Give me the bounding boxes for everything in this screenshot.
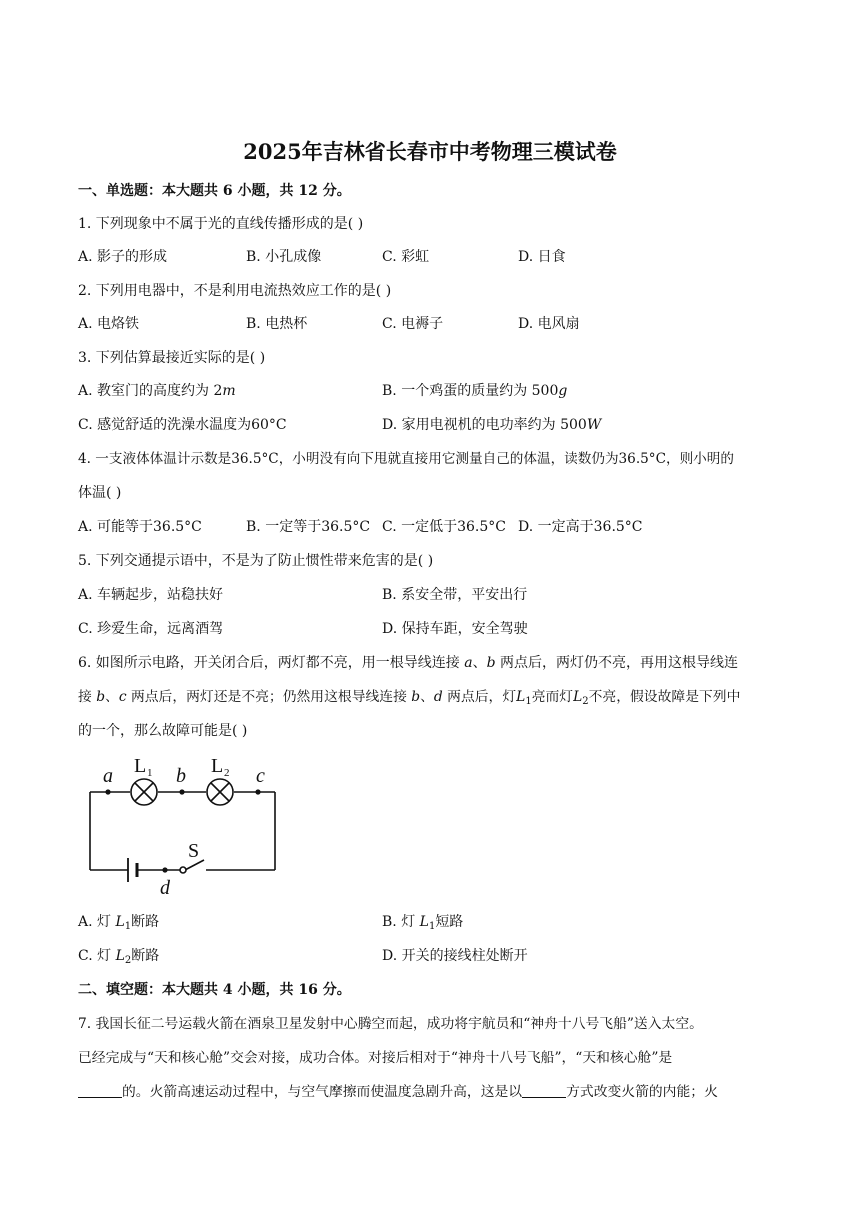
section-heading-fill-blank: 二、填空题：本大题共 4 小题，共 16 分。 <box>78 982 351 998</box>
lamp-l2-sub: 2 <box>224 767 230 779</box>
question-6-stem-line2: 接 b、c 两点后，两灯还是不亮；仍然用这根导线连接 b、d 两点后，灯$L_1$亮而灯$L_2$不亮，假设故障是下列中 <box>78 689 741 707</box>
q3-option-d: D. 家用电视机的电功率约为 500W <box>382 417 602 433</box>
q5-option-b: B. 系安全带，平安出行 <box>382 587 528 603</box>
q5-option-a: A. 车辆起步，站稳扶好 <box>78 587 224 603</box>
lamp-l1-sub: 1 <box>147 767 153 779</box>
q2-option-a: A. 电烙铁 <box>78 316 140 332</box>
question-7-line3: 的。火箭高速运动过程中，与空气摩擦而使温度急剧升高，这是以 方式改变火箭的内能；火 <box>78 1082 718 1102</box>
q4-option-c: C. 一定低于36.5°C <box>382 519 506 535</box>
q4-option-a: A. 可能等于36.5°C <box>78 519 202 535</box>
question-4-stem-line2: 体温( ) <box>78 485 122 501</box>
question-2-stem: 2. 下列用电器中，不是利用电流热效应工作的是( ) <box>78 283 392 299</box>
q5-option-c: C. 珍爱生命，远离酒驾 <box>78 621 224 637</box>
q2-option-b: B. 电热杯 <box>246 316 308 332</box>
point-b-label: b <box>176 765 186 787</box>
question-4-stem-line1: 4. 一支液体体温计示数是36.5°C，小明没有向下甩就直接用它测量自己的体温，读数仍为36.5°C，则小明的 <box>78 451 734 467</box>
q6-option-c: C. 灯 $L_2$断路 <box>78 948 160 966</box>
question-6-stem-line3: 的一个，那么故障可能是( ) <box>78 723 248 739</box>
point-d-label: d <box>160 877 170 898</box>
q6-option-a: A. 灯 $L_1$断路 <box>78 914 160 932</box>
q1-option-c: C. 彩虹 <box>382 249 430 265</box>
q3-option-b: B. 一个鸡蛋的质量约为 500g <box>382 383 568 399</box>
switch-label: S <box>188 840 200 862</box>
q6-option-b: B. 灯 $L_1$短路 <box>382 914 464 932</box>
page-title: 2025年吉林省长春市中考物理三模试卷 <box>243 139 617 164</box>
question-7-line2: 已经完成与“天和核心舱”交会对接，成功合体。对接后相对于“神舟十八号飞船”，“天和核心舱”是 <box>78 1050 673 1066</box>
section-heading-single-choice: 一、单选题：本大题共 6 小题，共 12 分。 <box>78 183 351 199</box>
q2-option-d: D. 电风扇 <box>518 316 580 332</box>
q3-option-c: C. 感觉舒适的洗澡水温度为60°C <box>78 417 287 433</box>
q1-option-a: A. 影子的形成 <box>78 249 168 265</box>
question-6-stem-line1: 6. 如图所示电路，开关闭合后，两灯都不亮，用一根导线连接 a、b 两点后，两灯仍不亮，再用这根导线连 <box>78 655 739 671</box>
q1-option-d: D. 日食 <box>518 249 566 265</box>
q2-option-c: C. 电褥子 <box>382 316 444 332</box>
point-c-label: c <box>256 765 265 787</box>
q4-option-b: B. 一定等于36.5°C <box>246 519 371 535</box>
lamp-l2-label: L <box>211 755 224 777</box>
point-a-label: a <box>103 765 113 787</box>
q5-option-d: D. 保持车距，安全驾驶 <box>382 621 528 637</box>
question-7-line1: 7. 我国长征二号运载火箭在酒泉卫星发射中心腾空而起，成功将宇航员和“神舟十八号飞船”送入太空。 <box>78 1016 703 1032</box>
lamp-l1-label: L <box>134 755 147 777</box>
answer-blank[interactable] <box>522 1083 566 1098</box>
question-1-stem: 1. 下列现象中不属于光的直线传播形成的是( ) <box>78 216 364 232</box>
switch-icon <box>180 867 186 873</box>
q6-option-d: D. 开关的接线柱处断开 <box>382 948 528 964</box>
q1-option-b: B. 小孔成像 <box>246 249 322 265</box>
answer-blank[interactable] <box>78 1083 122 1098</box>
q3-option-a: A. 教室门的高度约为 2m <box>78 383 236 399</box>
question-3-stem: 3. 下列估算最接近实际的是( ) <box>78 350 266 366</box>
circuit-diagram <box>84 748 284 898</box>
question-5-stem: 5. 下列交通提示语中，不是为了防止惯性带来危害的是( ) <box>78 553 434 569</box>
q4-option-d: D. 一定高于36.5°C <box>518 519 643 535</box>
